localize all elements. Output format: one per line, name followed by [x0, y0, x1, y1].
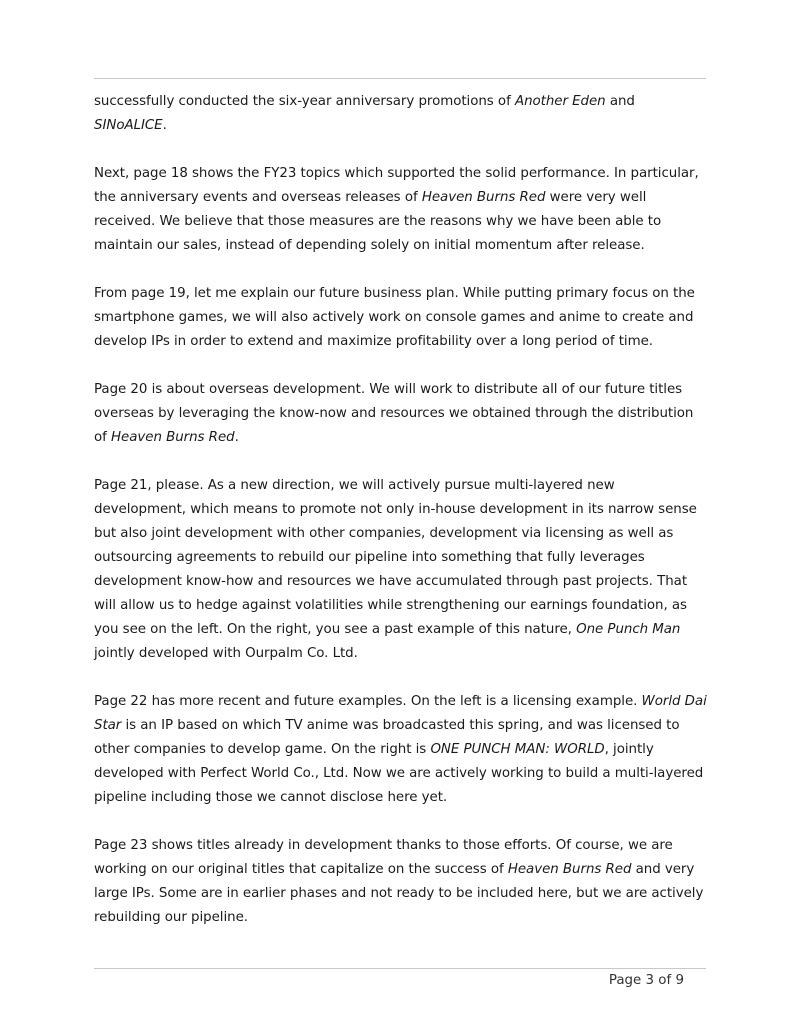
header-divider [94, 78, 706, 79]
title-heaven-burns-red: Heaven Burns Red [421, 190, 546, 205]
footer-divider [94, 968, 706, 969]
text-segment: Page 22 has more recent and future examples. On the left is a licensing example. [94, 694, 642, 709]
paragraph-2 [94, 162, 710, 258]
title-one-punch-man-world: ONE PUNCH MAN: WORLD [430, 742, 605, 757]
text-segment: jointly developed with Ourpalm Co. Ltd. [94, 646, 358, 661]
document-body [94, 90, 710, 954]
paragraph-7 [94, 834, 710, 930]
text-segment: Page 20 is about overseas development. We will work to distribute all of our future titles overseas by leveraging the know-now and resources we obtained through the distribution of [94, 382, 694, 445]
paragraph-5 [94, 474, 710, 666]
title-one-punch-man: One Punch Man [576, 622, 681, 637]
text-segment: Page 21, please. As a new direction, we will actively pursue multi-layered new development, which means to promote not only in-house development in its narrow sense but also joint development with other companies, development via licensing as well as outsourcing agreements to rebuild our pipeline into something that fully leverages development know-how and resources we have accumulated through past projects. That will allow us to hedge against volatilities while strengthening our earnings foundation, as you see on the left. On the right, you see a past example of this nature, [94, 478, 697, 637]
title-heaven-burns-red: Heaven Burns Red [111, 430, 235, 445]
text-segment: . [234, 430, 239, 445]
paragraph-4 [94, 378, 710, 450]
text-segment: , jointly developed with Perfect World Co., Ltd. Now we are actively working to build a multi-layered pipeline including those we cannot disclose here yet. [94, 742, 704, 805]
text-segment: Next, page 18 shows the FY23 topics which supported the solid performance. In particular, the anniversary events and overseas releases of [94, 166, 699, 205]
title-heaven-burns-red: Heaven Burns Red [507, 862, 632, 877]
text-segment: From page 19, let me explain our future business plan. While putting primary focus on the smartphone games, we will also actively work on console games and anime to create and develop IPs in order to extend and maximize profitability over a long period of time. [94, 286, 695, 349]
paragraph-1 [94, 90, 710, 138]
text-segment: is an IP based on which TV anime was broadcasted this spring, and was licensed to other companies to develop game. On the right is [94, 718, 680, 757]
paragraph-3 [94, 282, 710, 354]
page-number: Page 3 of 9 [608, 973, 684, 988]
text-segment: Page 23 shows titles already in development thanks to those efforts. Of course, we are working on our original titles that capitalize on the success of [94, 838, 673, 877]
paragraph-6 [94, 690, 710, 810]
text-segment: . [162, 118, 167, 133]
title-world-dai-star: World Dai Star [94, 694, 707, 733]
text-segment: successfully conducted the six-year anniversary promotions of [94, 94, 515, 109]
text-segment: were very well received. We believe that those measures are the reasons why we have been able to maintain our sales, instead of depending solely on initial momentum after release. [94, 190, 662, 253]
title-another-eden: Another Eden [514, 94, 606, 109]
text-segment: and [605, 94, 635, 109]
text-segment: and very large IPs. Some are in earlier phases and not ready to be included here, but we are actively rebuilding our pipeline. [94, 862, 704, 925]
title-sinoalice: SINoALICE [94, 118, 163, 133]
